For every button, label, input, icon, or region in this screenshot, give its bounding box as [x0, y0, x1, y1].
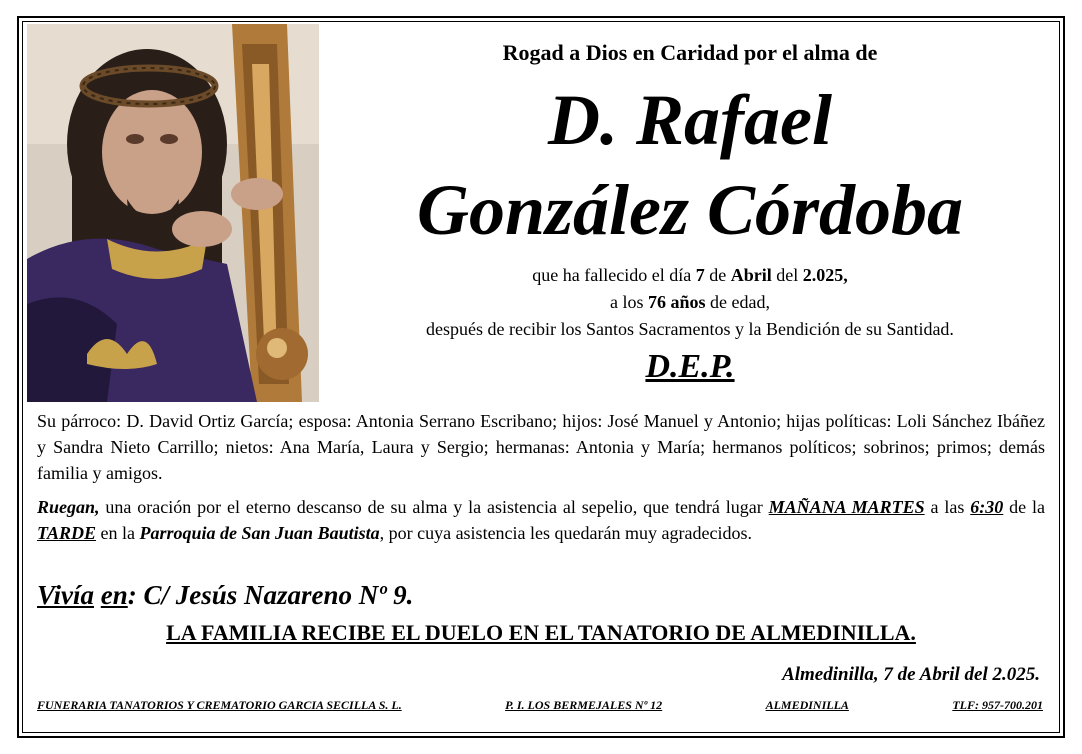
funeral-home-footer	[37, 698, 1043, 713]
funeral-day: MAÑANA MARTES	[768, 497, 925, 517]
death-date-connector-1: de	[704, 265, 731, 285]
death-date-prefix: que ha fallecido el día	[532, 265, 696, 285]
funeral-request	[37, 494, 1045, 546]
death-date-connector-2: del	[771, 265, 803, 285]
ruegan-text-5: , por cuya asistencia les quedarán muy agradecidos.	[379, 523, 752, 543]
death-year: 2.025,	[802, 265, 848, 285]
death-day: 7	[695, 265, 705, 285]
religious-image	[27, 24, 319, 402]
ruegan-text-4: en la	[96, 523, 140, 543]
footer-company: FUNERARIA TANATORIOS Y CREMATORIO GARCIA SECILLA S. L.	[37, 698, 402, 712]
death-month: Abril	[730, 265, 772, 285]
sacraments-line: después de recibir los Santos Sacramentos y la Bendición de su Santidad.	[426, 319, 954, 339]
residence-word-en: en	[100, 580, 128, 610]
residence-word-vivia: Vivía	[37, 580, 95, 610]
age-suffix: de edad,	[705, 292, 770, 312]
residence-line	[37, 580, 1037, 611]
dep-heading: D.E.P.	[645, 348, 735, 385]
intro-heading: Rogad a Dios en Caridad por el alma de	[502, 40, 878, 65]
deceased-name-line-1: D. Rafael	[548, 80, 832, 160]
funeral-church: Parroquia de San Juan Bautista	[139, 523, 380, 543]
death-date-line	[340, 262, 1040, 289]
place-date: Almedinilla, 7 de Abril del 2.025.	[782, 664, 1040, 685]
death-details	[340, 262, 1040, 343]
ruegan-text-1: una oración por el eterno descanso de su alma y la asistencia al sepelio, que tendrá lugar	[99, 497, 769, 517]
age-prefix: a los	[610, 292, 648, 312]
ruegan-text-3: de la	[1003, 497, 1046, 517]
residence-address: : C/ Jesús Nazareno Nº 9.	[127, 580, 414, 610]
age-value: 76 años	[648, 292, 706, 312]
mourning-notice: LA FAMILIA RECIBE EL DUELO EN EL TANATORIO DE ALMEDINILLA.	[166, 620, 916, 645]
age-line	[340, 289, 1040, 316]
ruegan-lead: Ruegan,	[37, 497, 100, 517]
deceased-name-line-2: González Córdoba	[416, 170, 964, 250]
footer-town: ALMEDINILLA	[765, 698, 849, 712]
footer-phone: TLF: 957-700.201	[952, 698, 1043, 712]
family-list: Su párroco: D. David Ortiz García; esposa: Antonia Serrano Escribano; hijos: José Manuel y Antonio; hijas políticas: Loli Sánchez Ibáñez y Sandra Nieto Carrillo; nietos: Ana María, Laura y Sergio; hermanas: Antonia y María; hermanos políticos; sobrinos; primos; demás familia y amigos.	[37, 411, 1045, 483]
funeral-time: 6:30	[970, 497, 1004, 517]
footer-address: P. I. LOS BERMEJALES Nº 12	[505, 698, 663, 712]
funeral-period: TARDE	[37, 523, 97, 543]
nazarene-illustration	[27, 24, 319, 402]
ruegan-text-2: a las	[924, 497, 971, 517]
